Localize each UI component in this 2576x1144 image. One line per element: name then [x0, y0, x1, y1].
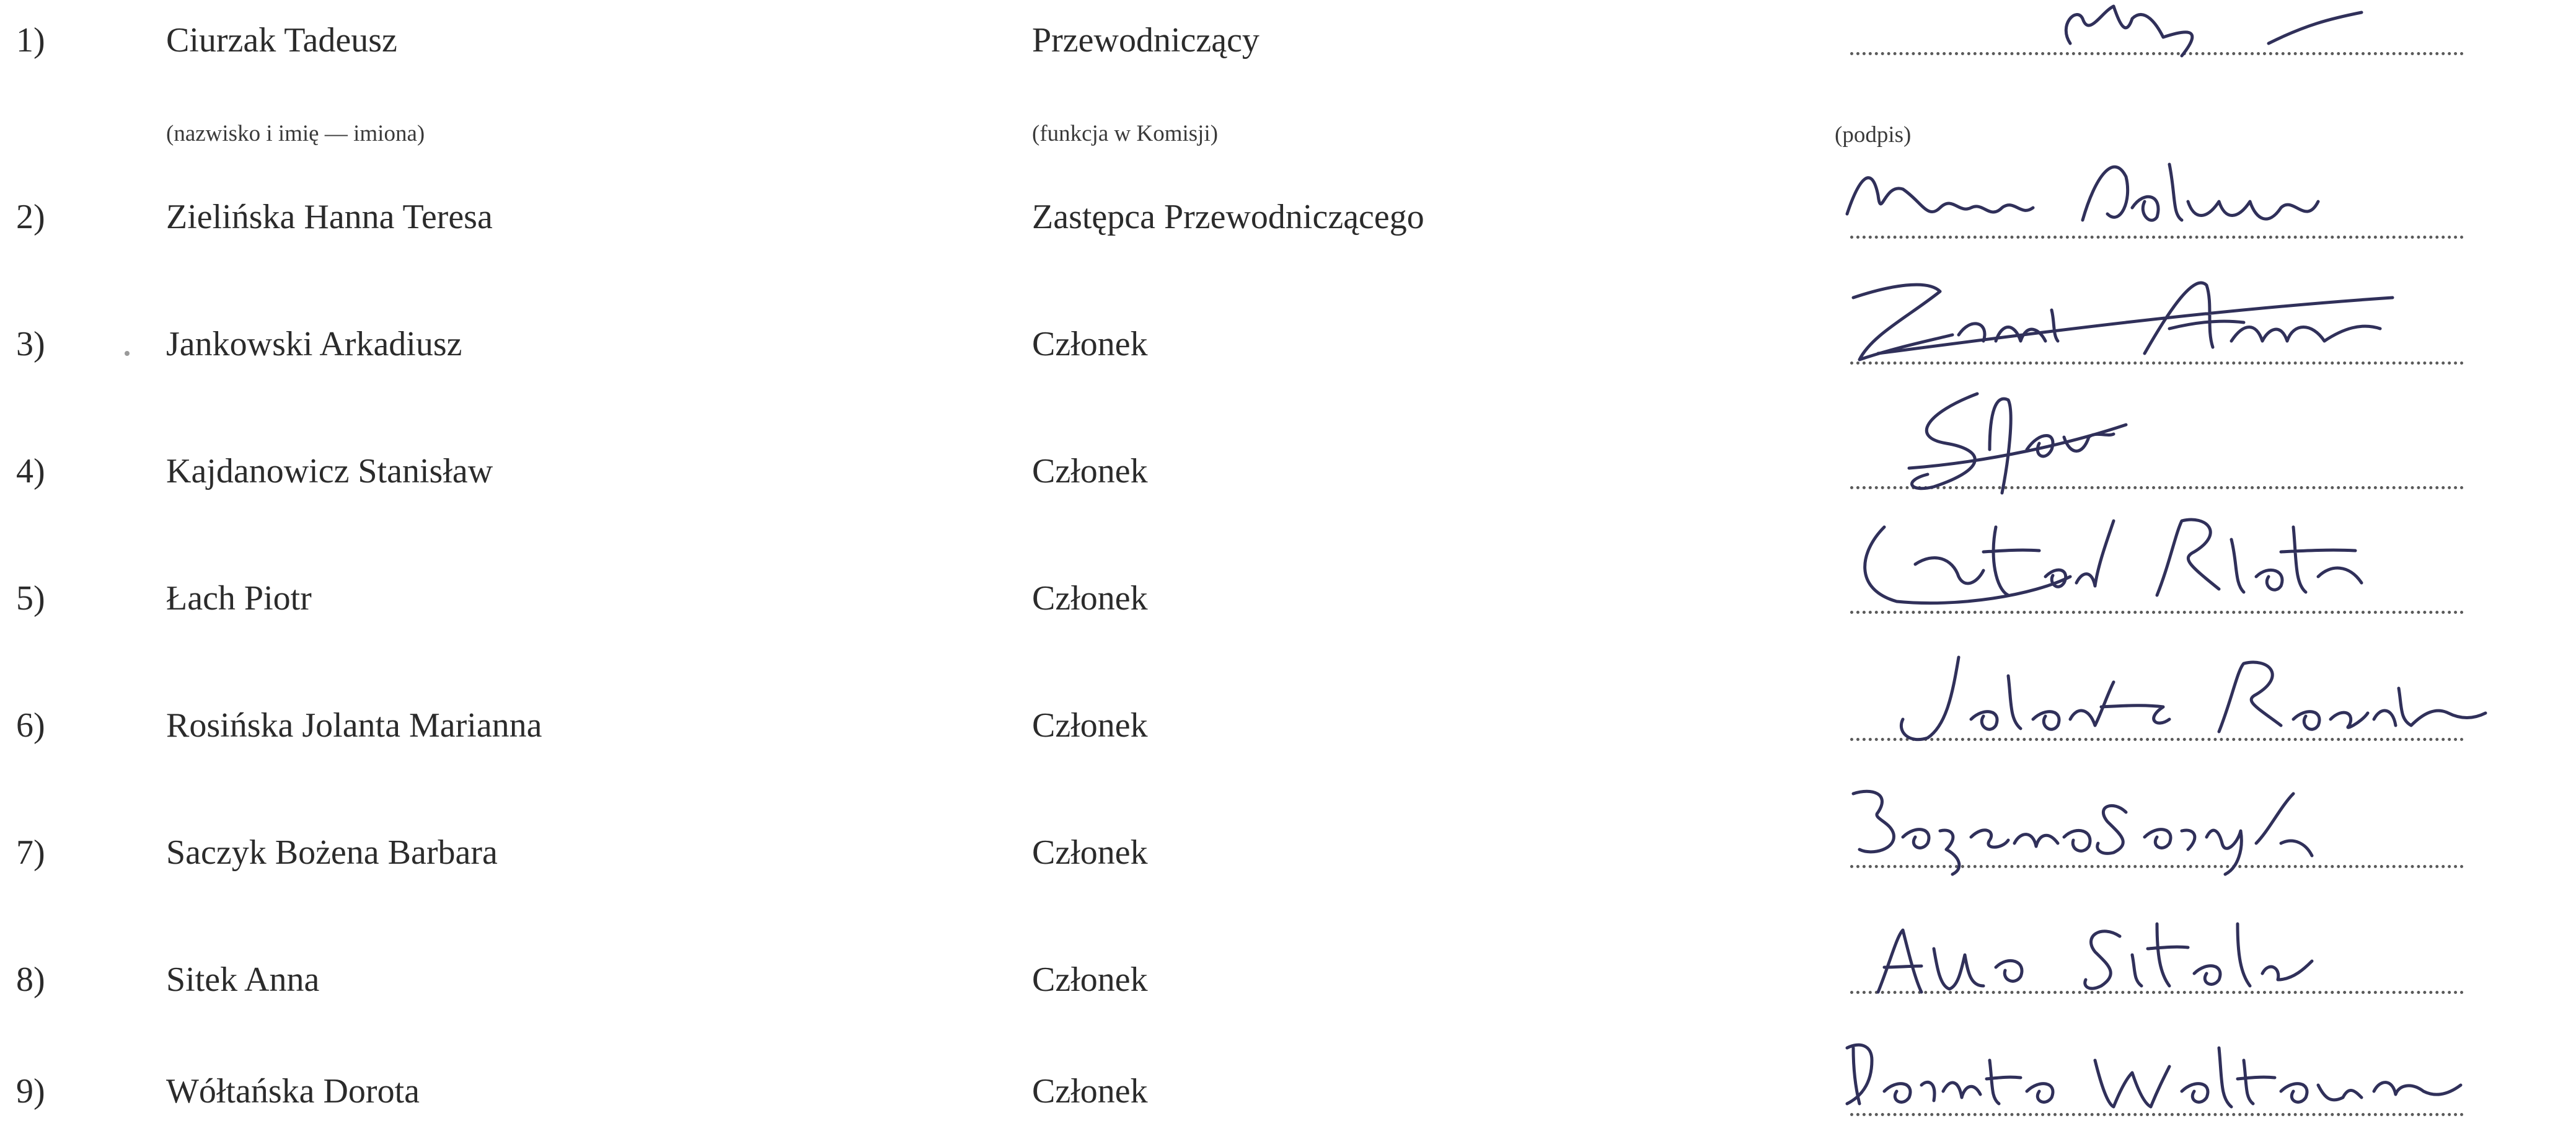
role-column-hint: (funkcja w Komisji)	[1032, 121, 1219, 146]
member-role: Członek	[1032, 579, 1148, 618]
member-name: Ciurzak Tadeusz	[166, 21, 397, 60]
member-role: Członek	[1032, 325, 1148, 363]
member-number: 2)	[16, 198, 45, 236]
member-number: 5)	[16, 579, 45, 618]
member-name: Kajdanowicz Stanisław	[166, 452, 493, 490]
member-name: Łach Piotr	[166, 579, 312, 618]
member-role: Przewodniczący	[1032, 21, 1259, 60]
member-name: Wółtańska Dorota	[166, 1072, 420, 1111]
member-number: 9)	[16, 1072, 45, 1111]
member-name: Saczyk Bożena Barbara	[166, 833, 498, 872]
member-number: 3)	[16, 325, 45, 363]
member-name: Rosińska Jolanta Marianna	[166, 706, 542, 745]
member-role: Zastępca Przewodniczącego	[1032, 198, 1424, 236]
member-role: Członek	[1032, 960, 1148, 999]
member-role: Członek	[1032, 706, 1148, 745]
member-number: 4)	[16, 452, 45, 490]
member-number: 7)	[16, 833, 45, 872]
member-name: Zielińska Hanna Teresa	[166, 198, 493, 236]
member-number: 6)	[16, 706, 45, 745]
signature-column-hint: (podpis)	[1835, 122, 1912, 148]
member-number: 1)	[16, 21, 45, 60]
member-role: Członek	[1032, 833, 1148, 872]
member-name: Jankowski Arkadiusz	[166, 325, 462, 363]
name-column-hint: (nazwisko i imię — imiona)	[166, 121, 425, 146]
member-name: Sitek Anna	[166, 960, 320, 999]
member-role: Członek	[1032, 452, 1148, 490]
member-role: Członek	[1032, 1072, 1148, 1111]
member-number: 8)	[16, 960, 45, 999]
